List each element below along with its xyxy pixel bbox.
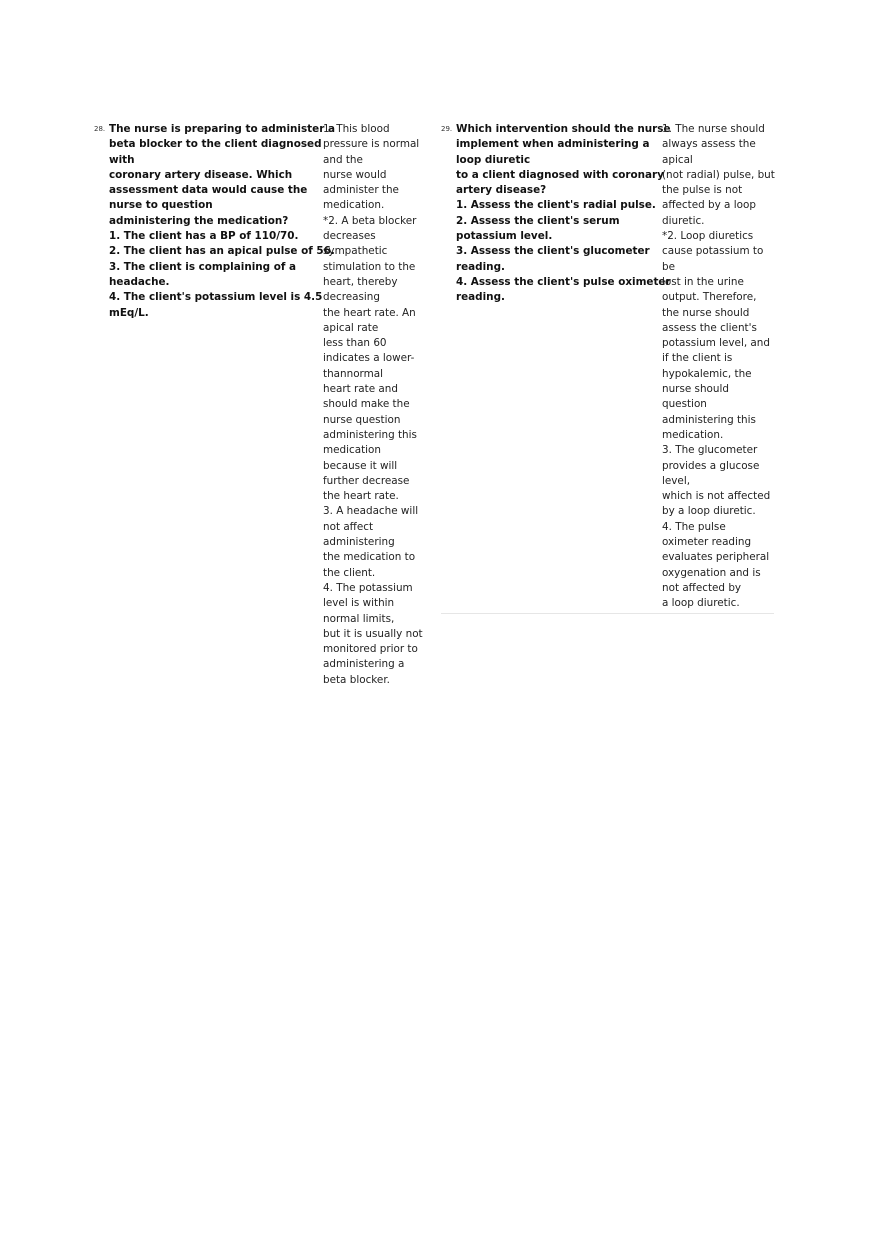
text-line: decreasing	[323, 291, 380, 304]
text-line: medication.	[323, 199, 385, 212]
text-line: implement when administering a	[456, 138, 650, 151]
text-line: beta blocker.	[323, 673, 390, 686]
text-line: decreases	[323, 230, 376, 243]
text-line: normal limits,	[323, 612, 395, 625]
text-line: cause potassium to	[662, 245, 764, 258]
text-line: the nurse should	[662, 306, 750, 319]
text-line: thannormal	[323, 367, 384, 380]
question-28	[94, 122, 335, 321]
text-line: medication	[323, 444, 381, 457]
text-line: the pulse is not	[662, 184, 743, 197]
text-line: potassium level.	[456, 230, 553, 243]
text-line: be	[662, 260, 675, 273]
text-line: the heart rate.	[323, 490, 399, 503]
text-line: because it will	[323, 459, 398, 472]
text-line: lost in the urine	[662, 275, 744, 288]
text-line: administering a	[323, 658, 405, 671]
text-line: nurse to question	[109, 199, 213, 212]
text-line: administering this	[323, 428, 417, 441]
text-line: diuretic.	[662, 214, 705, 227]
text-line: administering	[323, 536, 395, 549]
text-line: level,	[662, 474, 691, 487]
text-line: but it is usually not	[323, 627, 423, 640]
text-line: *2. Loop diuretics	[662, 230, 754, 243]
text-line: nurse should	[662, 383, 729, 396]
text-line: and the	[323, 153, 363, 166]
text-line: hypokalemic, the	[662, 367, 752, 380]
text-line: 4. The pulse	[662, 520, 726, 533]
row-divider	[441, 613, 774, 614]
text-line: if the client is	[662, 352, 733, 365]
text-line: potassium level, and	[662, 337, 770, 350]
rationale-29	[662, 122, 774, 612]
text-line: 1. Assess the client's radial pulse.	[456, 199, 656, 212]
text-line: reading.	[456, 260, 505, 273]
text-line: 3. A headache will	[323, 505, 419, 518]
text-line: level is within	[323, 597, 395, 610]
text-line: always assess the	[662, 138, 756, 151]
text-line: nurse would	[323, 168, 387, 181]
text-line: to a client diagnosed with coronary	[456, 168, 664, 181]
text-line: further decrease	[323, 474, 410, 487]
text-line: administering this	[662, 413, 756, 426]
text-line: should make the	[323, 398, 410, 411]
text-line: with	[109, 153, 135, 166]
text-line: (not radial) pulse, but	[662, 168, 775, 181]
text-line: 3. Assess the client's glucometer	[456, 245, 650, 258]
text-line: less than 60	[323, 337, 387, 350]
text-line: indicates a lower-	[323, 352, 415, 365]
text-line: a loop diuretic.	[662, 597, 740, 610]
text-line: evaluates peripheral	[662, 551, 770, 564]
text-line: coronary artery disease. Which	[109, 168, 293, 181]
text-line: heart, thereby	[323, 275, 398, 288]
text-line: 1. This blood	[323, 123, 390, 135]
text-line: 2. The client has an apical pulse of 56.	[109, 245, 335, 258]
text-line: medication.	[662, 428, 724, 441]
text-line: by a loop diuretic.	[662, 505, 756, 518]
text-line: apical	[662, 153, 693, 166]
text-line: oximeter reading	[662, 536, 752, 549]
text-line: 3. The client is complaining of a	[109, 260, 297, 273]
question-stem	[109, 122, 335, 321]
text-line: 2. Assess the client's serum	[456, 214, 620, 227]
text-line: apical rate	[323, 321, 379, 334]
text-line: artery disease?	[456, 184, 547, 197]
text-line: 1. The client has a BP of 110/70.	[109, 230, 299, 243]
text-line: assess the client's	[662, 321, 757, 334]
text-line: 1. The nurse should	[662, 123, 765, 135]
text-line: 3. The glucometer	[662, 444, 758, 457]
text-line: nurse question	[323, 413, 401, 426]
text-line: assessment data would cause the	[109, 184, 308, 197]
text-line: the client.	[323, 566, 376, 579]
question-number: 28.	[94, 125, 106, 133]
text-line: administering the medication?	[109, 214, 289, 227]
text-line: the medication to	[323, 551, 416, 564]
text-line: sympathetic	[323, 245, 388, 258]
text-line: affected by a loop	[662, 199, 756, 212]
text-line: 4. Assess the client's pulse oximeter	[456, 275, 671, 288]
text-line: question	[662, 398, 707, 411]
text-line: oxygenation and is	[662, 566, 761, 579]
text-line: 4. The client's potassium level is 4.5	[109, 291, 323, 304]
text-line: monitored prior to	[323, 643, 418, 656]
text-line: The nurse is preparing to administer a	[109, 123, 335, 135]
text-line: mEq/L.	[109, 306, 149, 319]
text-line: provides a glucose	[662, 459, 760, 472]
text-line: pressure is normal	[323, 138, 420, 151]
text-line: beta blocker to the client diagnosed	[109, 138, 322, 151]
text-line: 4. The potassium	[323, 581, 413, 594]
question-number: 29.	[441, 125, 453, 133]
text-line: heart rate and	[323, 383, 398, 396]
text-line: stimulation to the	[323, 260, 416, 273]
text-line: loop diuretic	[456, 153, 531, 166]
text-line: administer the	[323, 184, 399, 197]
text-line: headache.	[109, 275, 170, 288]
text-line: *2. A beta blocker	[323, 214, 417, 227]
text-line: output. Therefore,	[662, 291, 757, 304]
rationale-28	[323, 122, 433, 688]
text-line: reading.	[456, 291, 505, 304]
text-line: which is not affected	[662, 490, 771, 503]
text-line: the heart rate. An	[323, 306, 416, 319]
text-line: Which intervention should the nurse	[456, 123, 671, 135]
text-line: not affect	[323, 520, 374, 533]
text-line: not affected by	[662, 581, 742, 594]
